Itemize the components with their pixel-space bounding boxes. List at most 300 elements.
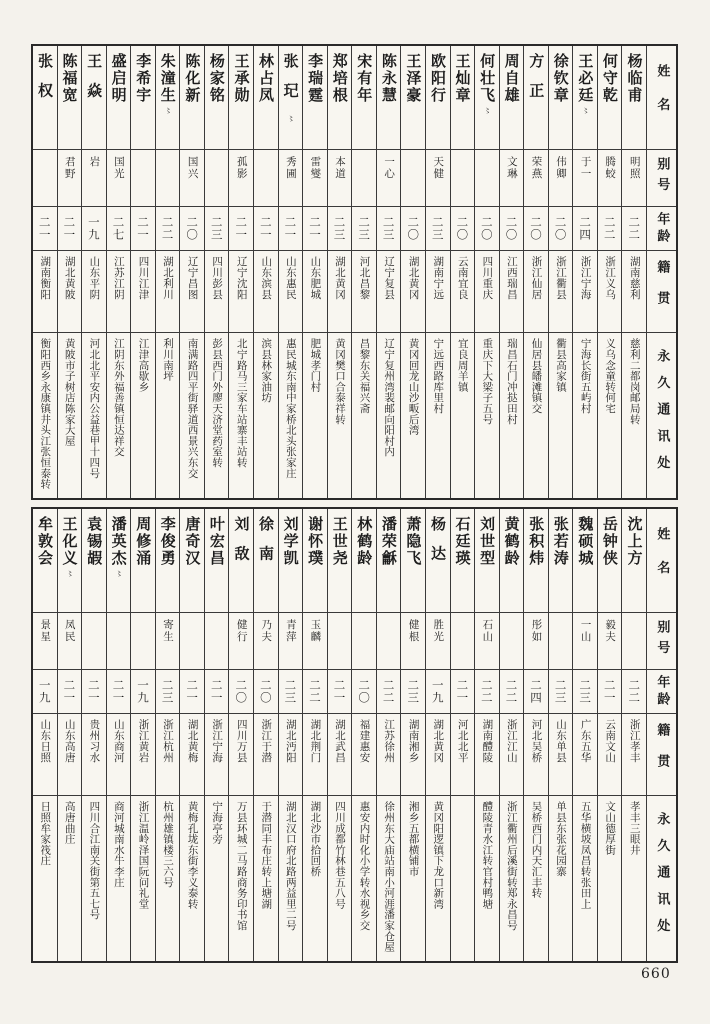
- address-cell: 惠安内时化小学转水视乡交: [358, 801, 371, 931]
- name-cell: [598, 509, 622, 613]
- address-cell: 徐州东大庙站南小河涯潘家仓屋: [383, 801, 396, 953]
- age-cell: 二三: [279, 670, 303, 714]
- age-cell: 二三: [205, 207, 229, 251]
- person-column: [572, 509, 597, 961]
- person-name: 林占凤: [257, 53, 276, 104]
- alias-cell: 毅夫: [598, 613, 622, 670]
- address-cell: 浙江衢州后溪街转郑永昌号: [505, 801, 518, 931]
- age-cell: 二一: [131, 207, 155, 251]
- person-name: 叶宏昌: [207, 516, 226, 567]
- age-cell: 二二: [377, 670, 401, 714]
- person-name: 陈化新: [183, 53, 202, 104]
- native-cell: 湖南衡阳: [33, 251, 57, 333]
- person-name: 岳钟侠: [600, 516, 619, 567]
- native-cell: 广东五华: [573, 714, 597, 796]
- age-cell: 二一: [107, 670, 131, 714]
- person-name: 陈福宽: [60, 53, 79, 104]
- native-cell: 湖北黄冈: [426, 714, 450, 796]
- alias-cell: 健行: [229, 613, 253, 670]
- age-cell: 一九: [131, 670, 155, 714]
- header-alias: 别号: [647, 150, 676, 207]
- name-cell: [33, 46, 57, 150]
- person-column: [253, 509, 278, 961]
- alias-cell: 君野: [58, 150, 82, 207]
- address-cell: 日照牟家筏庄: [39, 801, 52, 866]
- alias-cell: 伟卿: [549, 150, 573, 207]
- alias-cell: [328, 613, 352, 670]
- person-column: [155, 46, 180, 498]
- address-cell: 辽宁复州湾裴邮向阳村内: [383, 338, 396, 457]
- native-cell: 河北昌黎: [352, 251, 376, 333]
- age-cell: 二〇: [500, 207, 524, 251]
- alias-cell: [254, 150, 278, 207]
- native-cell: 浙江宁海: [205, 714, 229, 796]
- person-name: 杨家铭: [207, 53, 226, 104]
- address-cell: 江津高歇乡: [137, 338, 150, 392]
- address-cell: 黄冈阳逻镇下龙口新湾: [432, 801, 445, 909]
- alias-cell: 国兴: [180, 150, 204, 207]
- native-cell: 浙江黄岩: [131, 714, 155, 796]
- name-cell: [451, 509, 475, 613]
- person-name: 方正: [527, 53, 546, 112]
- person-column: [523, 509, 548, 961]
- address-cell: 昌黎东关福兴斋: [358, 338, 371, 414]
- address-cell: 重庆下大梁子五号: [481, 338, 494, 425]
- roster-page: [31, 44, 678, 963]
- age-cell: 二二: [598, 207, 622, 251]
- age-cell: 二一: [58, 670, 82, 714]
- age-cell: 二四: [524, 670, 548, 714]
- name-cell: [622, 509, 646, 613]
- header-name: 姓名: [647, 509, 676, 613]
- native-cell: 浙江宁海: [573, 251, 597, 333]
- address-cell: 北宁路马三家车站寨丰站转: [235, 338, 248, 468]
- name-cell: [156, 46, 180, 150]
- name-annotation-mark: 〻: [115, 570, 124, 577]
- address-cell: 宁海亭旁: [211, 801, 224, 845]
- roster-table-top: [31, 44, 678, 500]
- native-cell: 湖北沔阳: [279, 714, 303, 796]
- address-cell: 宁远西路库里村: [432, 338, 445, 414]
- header-name: 姓名: [647, 46, 676, 150]
- native-cell: 四川江津: [131, 251, 155, 333]
- address-cell: 商河城南水牛李庄: [112, 801, 125, 888]
- native-cell: 山东肥城: [303, 251, 327, 333]
- alias-cell: [549, 613, 573, 670]
- native-cell: 浙江仙居: [524, 251, 548, 333]
- person-column: [376, 509, 401, 961]
- name-annotation-mark: 〻: [483, 107, 492, 114]
- person-column: [106, 46, 131, 498]
- name-cell: [500, 46, 524, 150]
- age-cell: 二七: [107, 207, 131, 251]
- age-cell: 二一: [451, 670, 475, 714]
- address-cell: 浙江温岭泽国阮问礼堂: [137, 801, 150, 909]
- alias-cell: 一心: [377, 150, 401, 207]
- person-column: [57, 46, 82, 498]
- alias-cell: 乃夫: [254, 613, 278, 670]
- age-cell: 二三: [426, 207, 450, 251]
- person-column: [474, 46, 499, 498]
- alias-cell: 景星: [33, 613, 57, 670]
- age-cell: 二二: [622, 670, 646, 714]
- header-native: 籍贯: [647, 714, 676, 796]
- name-cell: [131, 46, 155, 150]
- native-cell: 湖南慈利: [622, 251, 646, 333]
- address-cell: 四川成都竹林巷五八号: [333, 801, 346, 909]
- native-cell: 河北吴桥: [524, 714, 548, 796]
- address-cell: 于潜同丰布庄转上塘湖: [260, 801, 273, 909]
- person-column: [351, 509, 376, 961]
- native-cell: 浙江义乌: [598, 251, 622, 333]
- alias-cell: [451, 613, 475, 670]
- alias-cell: [352, 150, 376, 207]
- native-cell: 山东单县: [549, 714, 573, 796]
- person-name: 刘敌: [232, 516, 251, 575]
- person-column: [548, 46, 573, 498]
- address-cell: 江阴东外福善镇恒达祥交: [112, 338, 125, 457]
- name-cell: [352, 46, 376, 150]
- person-name: 张权: [35, 53, 54, 112]
- address-cell: 黄陂市子树店陈家大屋: [63, 338, 76, 446]
- person-name: 王必廷: [576, 53, 595, 104]
- address-cell: 河北北平安内公益巷甲十四号: [88, 338, 101, 479]
- name-cell: [328, 509, 352, 613]
- alias-cell: 一山: [573, 613, 597, 670]
- person-column: [400, 46, 425, 498]
- name-cell: [401, 46, 425, 150]
- alias-cell: [475, 150, 499, 207]
- name-cell: [401, 509, 425, 613]
- person-name: 朱潼生: [158, 53, 177, 104]
- person-name: 王焱: [85, 53, 104, 112]
- person-name: 徐南: [257, 516, 276, 575]
- native-cell: 山东高唐: [58, 714, 82, 796]
- alias-cell: 岩: [82, 150, 106, 207]
- alias-cell: [33, 150, 57, 207]
- name-cell: [131, 509, 155, 613]
- header-age: 年龄: [647, 207, 676, 251]
- address-cell: 义乌念童转何宅: [604, 338, 617, 414]
- person-column: [81, 46, 106, 498]
- person-name: 潘英杰: [109, 516, 128, 567]
- header-alias: 别号: [647, 613, 676, 670]
- address-cell: 衢县高家镇: [555, 338, 568, 392]
- person-name: 唐奇汉: [183, 516, 202, 567]
- name-cell: [229, 46, 253, 150]
- name-cell: [254, 46, 278, 150]
- native-cell: 湖北黄梅: [180, 714, 204, 796]
- person-column: [302, 509, 327, 961]
- person-name: 林鹤龄: [355, 516, 374, 567]
- age-cell: 二〇: [254, 670, 278, 714]
- person-name: 徐钦章: [551, 53, 570, 104]
- alias-cell: 秀圃: [279, 150, 303, 207]
- name-cell: [180, 46, 204, 150]
- native-cell: 山东滨县: [254, 251, 278, 333]
- native-cell: 浙江衢县: [549, 251, 573, 333]
- header-age: 年龄: [647, 670, 676, 714]
- person-column: [302, 46, 327, 498]
- person-name: 周修涌: [134, 516, 153, 567]
- age-cell: 二一: [180, 670, 204, 714]
- name-annotation-mark: 〻: [581, 107, 590, 114]
- age-cell: 二〇: [352, 670, 376, 714]
- native-cell: 江苏徐州: [377, 714, 401, 796]
- age-cell: 二三: [352, 207, 376, 251]
- native-cell: 贵州习水: [82, 714, 106, 796]
- alias-cell: 国光: [107, 150, 131, 207]
- person-column: [499, 509, 524, 961]
- name-cell: [229, 509, 253, 613]
- age-cell: 二一: [279, 207, 303, 251]
- name-cell: [426, 46, 450, 150]
- age-cell: 二三: [156, 670, 180, 714]
- age-cell: 二一: [82, 670, 106, 714]
- name-cell: [377, 509, 401, 613]
- address-cell: [451, 796, 475, 961]
- name-cell: [475, 509, 499, 613]
- age-cell: 一九: [82, 207, 106, 251]
- alias-cell: 腾蛟: [598, 150, 622, 207]
- age-cell: 二〇: [180, 207, 204, 251]
- address-cell: 利川南坪: [162, 338, 175, 382]
- person-name: 李俊勇: [158, 516, 177, 567]
- alias-cell: 荣燕: [524, 150, 548, 207]
- alias-cell: [82, 613, 106, 670]
- age-cell: 二二: [475, 670, 499, 714]
- age-cell: 二二: [622, 207, 646, 251]
- address-cell: 黄冈樊口合泰祥转: [333, 338, 346, 425]
- address-cell: 高唐曲庄: [63, 801, 76, 845]
- age-cell: 二〇: [401, 207, 425, 251]
- age-cell: 二〇: [549, 207, 573, 251]
- address-cell: 单县东张花园寨: [555, 801, 568, 877]
- name-cell: [279, 509, 303, 613]
- person-column: [499, 46, 524, 498]
- person-name: 王承勋: [232, 53, 251, 104]
- person-column: [33, 46, 57, 498]
- person-column: [81, 509, 106, 961]
- native-cell: 山东平阴: [82, 251, 106, 333]
- person-name: 张积炜: [527, 516, 546, 567]
- person-name: 王泽豪: [404, 53, 423, 104]
- address-cell: 衡阳西乡永康镇井头江张恒泰转: [39, 338, 52, 490]
- native-cell: 江苏江阴: [107, 251, 131, 333]
- age-cell: 二〇: [229, 670, 253, 714]
- native-cell: 湖北黄陂: [58, 251, 82, 333]
- alias-cell: 彤如: [524, 613, 548, 670]
- address-cell: 湘乡五都横铺市: [407, 801, 420, 877]
- native-cell: 浙江杭州: [156, 714, 180, 796]
- person-column: [351, 46, 376, 498]
- header-address: 永久通讯处: [654, 348, 670, 483]
- person-name: 欧阳行: [428, 53, 447, 104]
- age-cell: 二二: [500, 670, 524, 714]
- address-cell: 万县环城二马路商务印书馆: [235, 801, 248, 931]
- address-cell: 黄冈回龙山沙畈后湾: [407, 338, 420, 436]
- person-name: 黄鹤龄: [502, 516, 521, 567]
- alias-cell: 玉麟: [303, 613, 327, 670]
- alias-cell: [377, 613, 401, 670]
- person-name: 宋有年: [355, 53, 374, 104]
- person-column: [621, 509, 646, 961]
- person-column: [474, 509, 499, 961]
- native-cell: 福建惠安: [352, 714, 376, 796]
- native-cell: 四川重庆: [475, 251, 499, 333]
- person-name: 杨临甫: [625, 53, 644, 104]
- person-column: [425, 46, 450, 498]
- address-cell: 宁海长街五屿村: [579, 338, 592, 414]
- native-cell: 辽宁昌图: [180, 251, 204, 333]
- person-name: 张玘: [281, 53, 300, 112]
- alias-cell: [180, 613, 204, 670]
- person-name: 沈上方: [625, 516, 644, 567]
- age-cell: 二三: [549, 670, 573, 714]
- native-cell: 湖北利川: [156, 251, 180, 333]
- name-cell: [107, 46, 131, 150]
- address-cell: 肥城孝门村: [309, 338, 322, 392]
- age-cell: 二〇: [475, 207, 499, 251]
- person-column: [228, 46, 253, 498]
- native-cell: 山东惠民: [279, 251, 303, 333]
- alias-cell: [205, 150, 229, 207]
- alias-cell: 本道: [328, 150, 352, 207]
- address-cell: 宜良周羊镇: [456, 338, 469, 392]
- name-cell: [377, 46, 401, 150]
- age-cell: 二一: [303, 207, 327, 251]
- native-cell: 湖南宁远: [426, 251, 450, 333]
- age-cell: 二一: [229, 207, 253, 251]
- name-cell: [524, 509, 548, 613]
- person-column: [130, 509, 155, 961]
- age-cell: 二四: [573, 207, 597, 251]
- person-column: [179, 509, 204, 961]
- alias-cell: 胜光: [426, 613, 450, 670]
- name-annotation-mark: 〻: [164, 107, 173, 114]
- alias-cell: 寄生: [156, 613, 180, 670]
- native-cell: 湖北武昌: [328, 714, 352, 796]
- person-column: [106, 509, 131, 961]
- header-column: [646, 46, 676, 498]
- person-name: 李希宇: [134, 53, 153, 104]
- age-cell: 二二: [303, 670, 327, 714]
- person-name: 郑培根: [330, 53, 349, 104]
- person-name: 王灿章: [453, 53, 472, 104]
- name-cell: [622, 46, 646, 150]
- name-cell: [156, 509, 180, 613]
- name-cell: [451, 46, 475, 150]
- name-cell: [549, 509, 573, 613]
- person-column: [327, 46, 352, 498]
- name-cell: [33, 509, 57, 613]
- person-column: [130, 46, 155, 498]
- page-number: 660: [641, 966, 671, 982]
- address-cell: 彭县西门外廖天济堂药室转: [211, 338, 224, 468]
- age-cell: 一九: [426, 670, 450, 714]
- name-cell: [58, 46, 82, 150]
- address-cell: 惠民城东南中家桥北头张家庄: [284, 338, 297, 479]
- person-column: [155, 509, 180, 961]
- age-cell: 二一: [58, 207, 82, 251]
- person-column: [450, 46, 475, 498]
- person-column: [278, 509, 303, 961]
- address-cell: 慈利二都岗邮局转: [628, 338, 641, 425]
- roster-table-bottom: [31, 507, 678, 963]
- address-cell: 文山德厚街: [604, 801, 617, 855]
- person-name: 王世尧: [330, 516, 349, 567]
- name-cell: [500, 509, 524, 613]
- person-name: 谢怀璞: [306, 516, 325, 567]
- name-cell: [58, 509, 82, 613]
- person-name: 王化义: [60, 516, 79, 567]
- person-column: [621, 46, 646, 498]
- person-name: 周自雄: [502, 53, 521, 104]
- alias-cell: [622, 613, 646, 670]
- alias-cell: 雷燮: [303, 150, 327, 207]
- name-cell: [426, 509, 450, 613]
- address-cell: 吴桥西门内天汇丰转: [530, 801, 543, 899]
- person-column: [523, 46, 548, 498]
- person-column: [57, 509, 82, 961]
- address-cell: 湖北汉口府北路两益里二号: [284, 801, 297, 931]
- native-cell: 浙江孝丰: [622, 714, 646, 796]
- name-cell: [205, 46, 229, 150]
- native-cell: 山东日照: [33, 714, 57, 796]
- address-cell: 黄梅孔垅东街李义泰转: [186, 801, 199, 909]
- alias-cell: 青萍: [279, 613, 303, 670]
- address-cell: 五华横坡凤昌转张田上: [579, 801, 592, 909]
- person-name: 张若涛: [551, 516, 570, 567]
- person-column: [327, 509, 352, 961]
- age-cell: 二一: [205, 670, 229, 714]
- alias-cell: 凤民: [58, 613, 82, 670]
- alias-cell: 孤影: [229, 150, 253, 207]
- person-name: 刘世型: [478, 516, 497, 567]
- age-cell: 二三: [573, 670, 597, 714]
- name-cell: [82, 509, 106, 613]
- person-column: [425, 509, 450, 961]
- age-cell: 二三: [328, 207, 352, 251]
- name-annotation-mark: 〻: [287, 114, 296, 122]
- name-cell: [475, 46, 499, 150]
- age-cell: 二一: [254, 207, 278, 251]
- native-cell: 四川万县: [229, 714, 253, 796]
- address-cell: 杭州雄镇楼三六号: [162, 801, 175, 888]
- name-cell: [524, 46, 548, 150]
- alias-cell: [500, 613, 524, 670]
- age-cell: 二三: [401, 670, 425, 714]
- name-cell: [598, 46, 622, 150]
- person-name: 萧隐飞: [404, 516, 423, 567]
- address-cell: 醴陵青水江转官村鸭塘: [481, 801, 494, 909]
- alias-cell: [205, 613, 229, 670]
- person-name: 李瑞霆: [306, 53, 325, 104]
- age-cell: 二三: [377, 207, 401, 251]
- name-cell: [82, 46, 106, 150]
- native-cell: 云南文山: [598, 714, 622, 796]
- header-native: 籍贯: [647, 251, 676, 333]
- name-cell: [303, 509, 327, 613]
- name-cell: [573, 509, 597, 613]
- native-cell: 云南宜良: [451, 251, 475, 333]
- alias-cell: 天健: [426, 150, 450, 207]
- native-cell: 湖南湘乡: [401, 714, 425, 796]
- alias-cell: [107, 613, 131, 670]
- alias-cell: [131, 150, 155, 207]
- native-cell: 湖北黄冈: [401, 251, 425, 333]
- name-cell: [549, 46, 573, 150]
